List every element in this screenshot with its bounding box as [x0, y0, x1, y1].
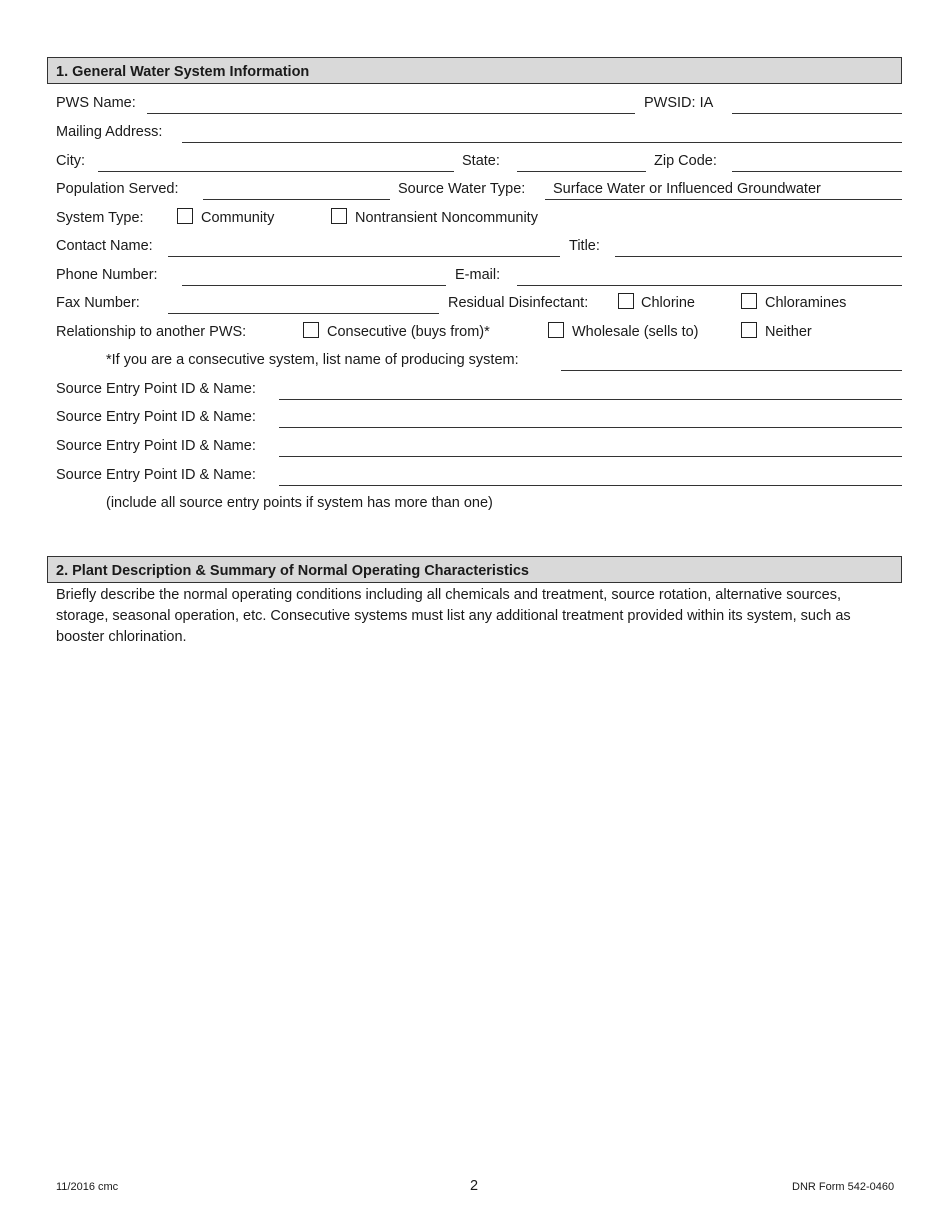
zip-field[interactable]	[732, 171, 902, 172]
pwsid-label: PWSID: IA	[644, 95, 714, 111]
page-number: 2	[470, 1178, 479, 1194]
wholesale-checkbox[interactable]	[548, 322, 564, 338]
nontransient-checkbox[interactable]	[331, 208, 347, 224]
chloramines-label: Chloramines	[765, 295, 847, 311]
phone-field[interactable]	[182, 285, 446, 286]
email-field[interactable]	[517, 285, 902, 286]
pws-name-label: PWS Name:	[56, 95, 136, 111]
footer-form-number: DNR Form 542-0460	[792, 1181, 895, 1193]
fax-label: Fax Number:	[56, 295, 140, 311]
section-2-header: 2. Plant Description & Summary of Normal Operating Characteristics	[47, 556, 902, 583]
source-entry-field-2[interactable]	[279, 427, 902, 428]
relationship-label: Relationship to another PWS:	[56, 324, 247, 340]
community-label: Community	[201, 210, 275, 226]
mailing-address-field[interactable]	[182, 142, 902, 143]
contact-name-label: Contact Name:	[56, 238, 153, 254]
neither-label: Neither	[765, 324, 812, 340]
chloramines-checkbox[interactable]	[741, 293, 757, 309]
source-entry-label-3: Source Entry Point ID & Name:	[56, 438, 256, 454]
footer-date: 11/2016 cmc	[56, 1181, 119, 1193]
source-entry-note: (include all source entry points if system has more than one)	[106, 495, 493, 511]
source-entry-field-4[interactable]	[279, 485, 902, 486]
section-1-header: 1. General Water System Information	[47, 57, 902, 84]
state-label: State:	[462, 153, 500, 169]
source-entry-label-1: Source Entry Point ID & Name:	[56, 381, 256, 397]
community-checkbox[interactable]	[177, 208, 193, 224]
fax-field[interactable]	[168, 313, 439, 314]
mailing-address-label: Mailing Address:	[56, 124, 163, 140]
city-label: City:	[56, 153, 85, 169]
title-field[interactable]	[615, 256, 902, 257]
email-label: E-mail:	[455, 267, 501, 283]
title-label: Title:	[569, 238, 600, 254]
zip-label: Zip Code:	[654, 153, 717, 169]
consecutive-checkbox[interactable]	[303, 322, 319, 338]
state-field[interactable]	[517, 171, 646, 172]
source-water-type-label: Source Water Type:	[398, 181, 526, 197]
pwsid-field[interactable]	[732, 113, 902, 114]
contact-name-field[interactable]	[168, 256, 560, 257]
source-entry-label-2: Source Entry Point ID & Name:	[56, 409, 256, 425]
source-entry-label-4: Source Entry Point ID & Name:	[56, 467, 256, 483]
pws-name-field[interactable]	[147, 113, 635, 114]
system-type-label: System Type:	[56, 210, 144, 226]
source-entry-field-3[interactable]	[279, 456, 902, 457]
wholesale-label: Wholesale (sells to)	[572, 324, 699, 340]
nontransient-label: Nontransient Noncommunity	[355, 210, 538, 226]
consecutive-note: *If you are a consecutive system, list name of producing system:	[106, 352, 519, 368]
source-entry-field-1[interactable]	[279, 399, 902, 400]
population-label: Population Served:	[56, 181, 179, 197]
population-field[interactable]	[203, 199, 390, 200]
consecutive-label: Consecutive (buys from)*	[327, 324, 490, 340]
chlorine-checkbox[interactable]	[618, 293, 634, 309]
neither-checkbox[interactable]	[741, 322, 757, 338]
residual-disinfectant-label: Residual Disinfectant:	[448, 295, 589, 311]
producing-system-field[interactable]	[561, 370, 902, 371]
phone-label: Phone Number:	[56, 267, 158, 283]
source-water-type-value: Surface Water or Influenced Groundwater	[553, 181, 821, 197]
chlorine-label: Chlorine	[641, 295, 695, 311]
source-water-type-field[interactable]	[545, 199, 902, 200]
section-2-instructions: Briefly describe the normal operating conditions including all chemicals and treatment, source rotation, alternative sources, storage, seasonal operation, etc. Consecutive systems must list any additional treatment provided within its system, such as booster chlorination.	[56, 587, 851, 645]
city-field[interactable]	[98, 171, 454, 172]
